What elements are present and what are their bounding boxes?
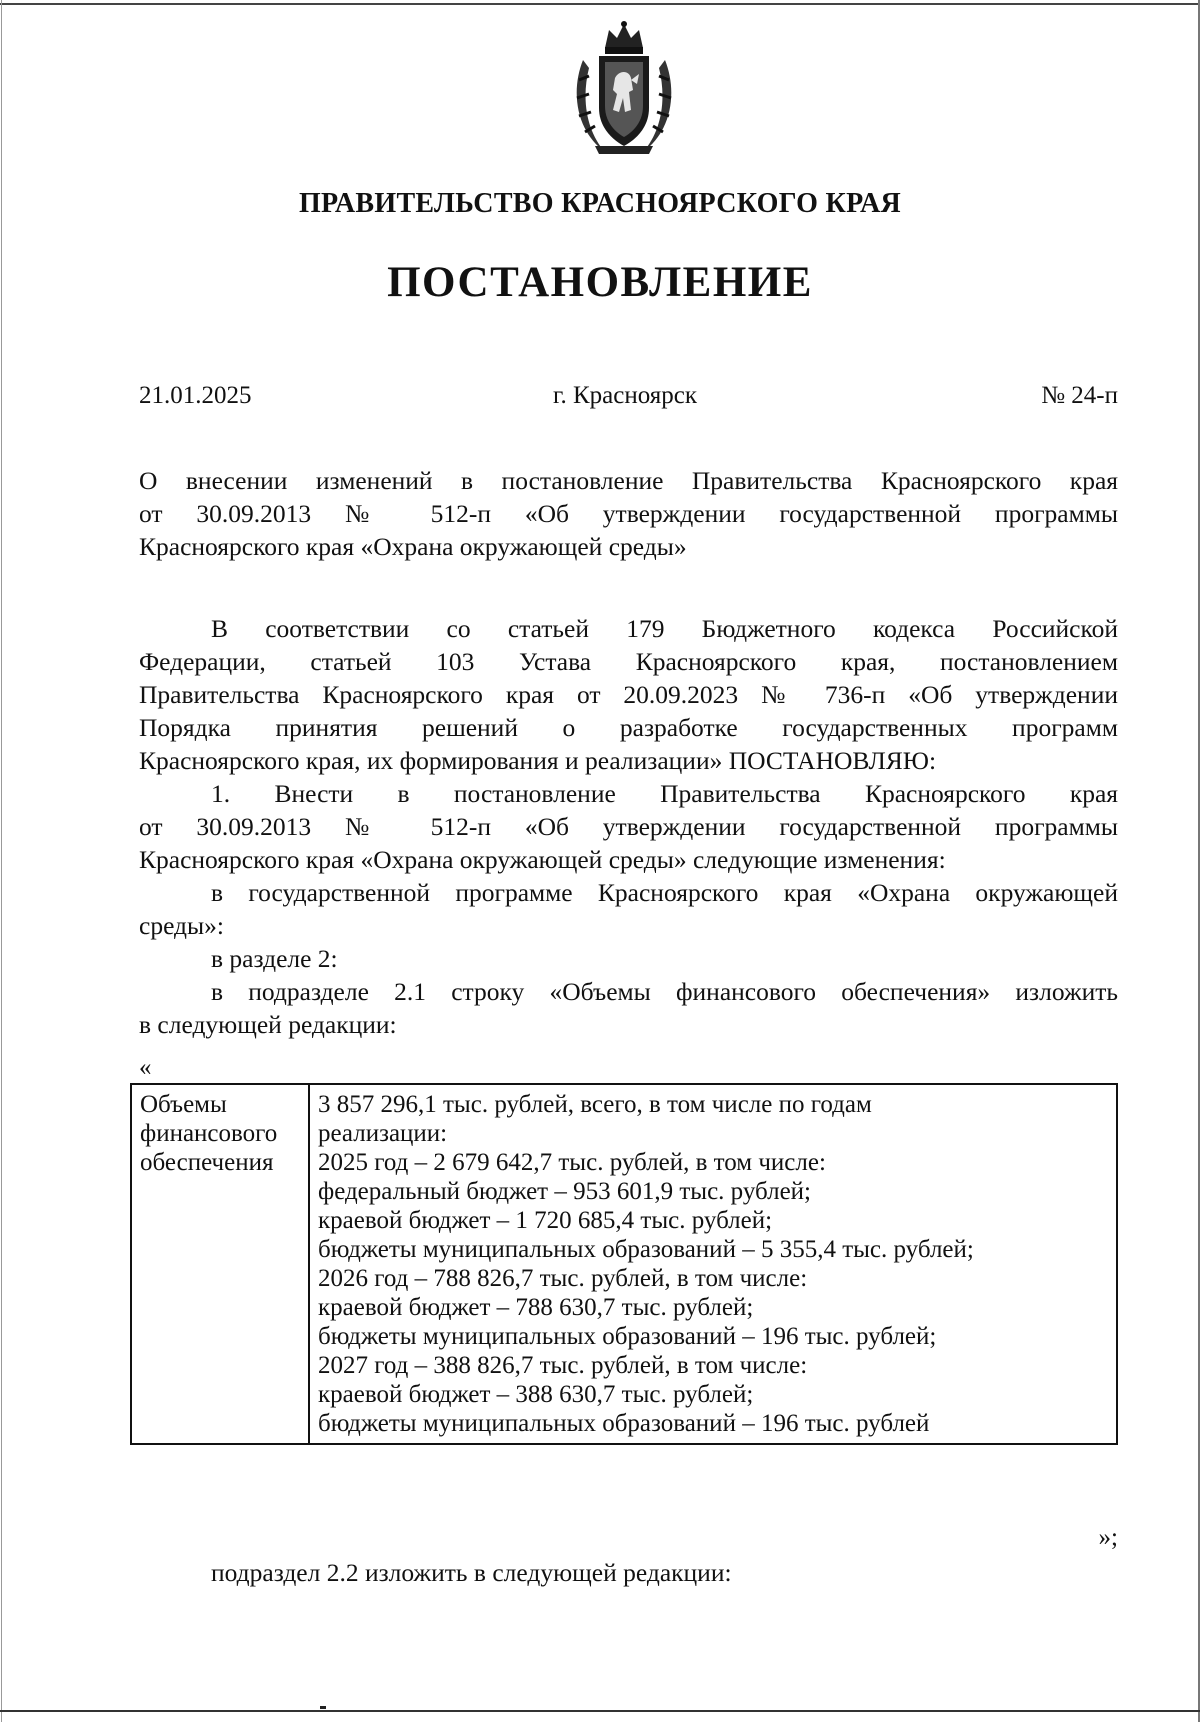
document-subject [139,464,1118,563]
label-line: обеспечения [140,1149,274,1176]
value-line: бюджеты муниципальных образований – 5 355,4 тыс. рублей; [318,1236,974,1263]
label-line: финансового [140,1120,278,1147]
body-line: Федерации, статьей 103 Устава Красноярского края, постановлением [139,647,1118,676]
value-line: краевой бюджет – 388 630,7 тыс. рублей; [318,1381,754,1408]
body-line: в разделе 2: [211,944,338,973]
subject-line: О внесении изменений в постановление Правительства Красноярского края [139,466,1118,495]
document-city: г. Красноярск [553,382,697,409]
government-title: ПРАВИТЕЛЬСТВО КРАСНОЯРСКОГО КРАЯ [298,188,902,219]
body-line: Порядка принятия решений о разработке государственных программ [139,713,1118,742]
finance-table [130,1083,1118,1445]
document-date: 21.01.2025 [139,382,252,409]
body-line: от 30.09.2013 № 512-п «Об утверждении государственной программы [139,812,1118,841]
krasnoyarsk-coat-of-arms-icon [565,20,683,160]
document-number: № 24-п [1041,382,1118,409]
value-line: краевой бюджет – 788 630,7 тыс. рублей; [318,1294,754,1321]
body-line: 1. Внести в постановление Правительства Красноярского края [211,779,1118,808]
value-line: 2025 год – 2 679 642,7 тыс. рублей, в том числе: [318,1149,826,1176]
value-line: 2027 год – 388 826,7 тыс. рублей, в том числе: [318,1352,808,1379]
body-line: среды»: [139,911,224,940]
value-line: федеральный бюджет – 953 601,9 тыс. рублей; [318,1178,811,1205]
document-type-title: ПОСТАНОВЛЕНИЕ [387,259,813,306]
scan-edge-bottom [0,1710,1200,1712]
value-line: 3 857 296,1 тыс. рублей, всего, в том числе по годам [318,1091,872,1118]
body-line: Красноярского края «Охрана окружающей среды» следующие изменения: [139,845,946,874]
quote-open-mark: « [139,1054,152,1081]
scan-artifact [320,1706,326,1709]
body-line: в государственной программе Красноярского края «Охрана окружающей [211,878,1118,907]
value-line: бюджеты муниципальных образований – 196 тыс. рублей [318,1410,930,1437]
label-line: Объемы [140,1091,227,1118]
subject-line: Красноярского края «Охрана окружающей среды» [139,532,687,561]
value-line: 2026 год – 788 826,7 тыс. рублей, в том числе: [318,1265,808,1292]
document-body [139,612,1118,1041]
body-line: В соответствии со статьей 179 Бюджетного кодекса Российской [211,614,1118,643]
body-line: Правительства Красноярского края от 20.09.2023 № 736-п «Об утверждении [139,680,1118,709]
subject-line: от 30.09.2013 № 512-п «Об утверждении государственной программы [139,499,1118,528]
value-line: реализации: [318,1120,448,1147]
body-line: в подразделе 2.1 строку «Объемы финансового обеспечения» изложить [211,977,1118,1006]
body-line: в следующей редакции: [139,1010,397,1039]
table-row [131,1084,1117,1444]
quote-close-mark: »; [1098,1524,1118,1551]
finance-label-cell [131,1084,309,1444]
value-line: бюджеты муниципальных образований – 196 тыс. рублей; [318,1323,937,1350]
finance-value-cell [309,1084,1117,1444]
next-paragraph: подраздел 2.2 изложить в следующей редакции: [211,1558,732,1587]
value-line: краевой бюджет – 1 720 685,4 тыс. рублей; [318,1207,773,1234]
body-line: Красноярского края, их формирования и реализации» ПОСТАНОВЛЯЮ: [139,746,937,775]
scan-edge-top [0,3,1200,5]
